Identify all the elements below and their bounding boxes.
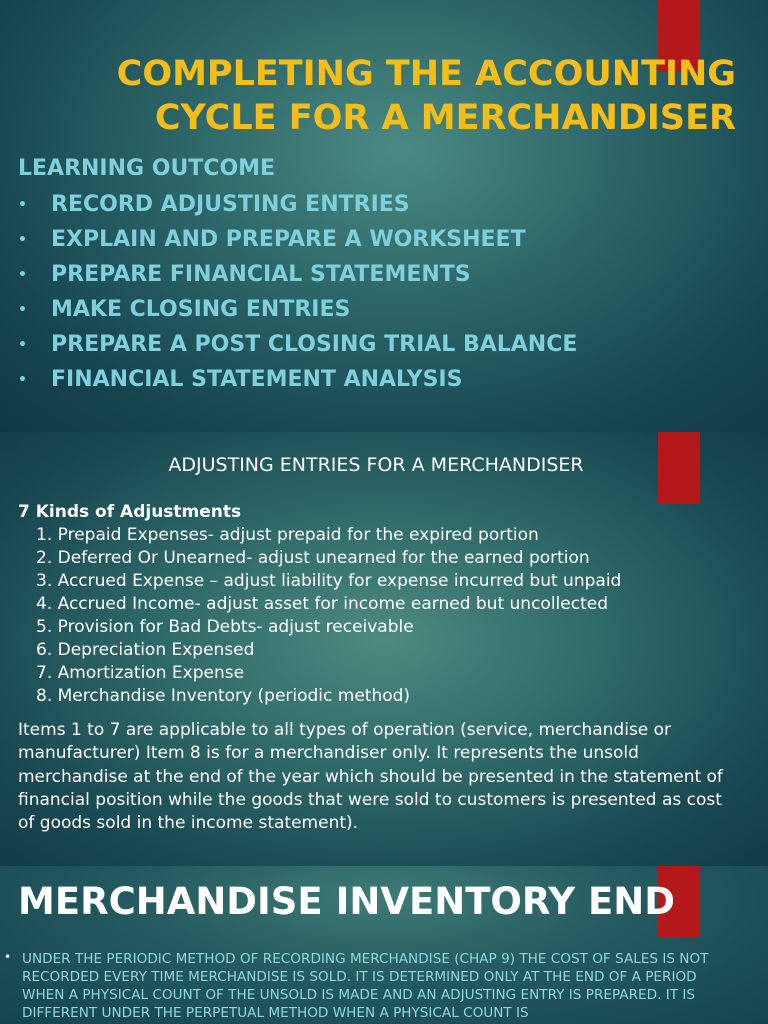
title-line-1: COMPLETING THE ACCOUNTING: [116, 54, 736, 94]
outcome-item: [18, 223, 577, 258]
body-paragraph: Items 1 to 7 are applicable to all types of operation (service, merchandise or manufacturer) Item 8 is for a merchandiser only. It represents the unsold merchandise at the end of the year which should be presented in the statement of financial position while the goods that were sold to customers is presented as cost of goods sold in the income statement).: [18, 720, 723, 834]
title-line-2: CYCLE FOR A MERCHANDISER: [154, 98, 736, 138]
bullet-icon: •: [18, 197, 27, 213]
adjustments-heading: 7 Kinds of Adjustments: [18, 502, 242, 522]
list-item: 2. Deferred Or Unearned- adjust unearned for the earned portion: [36, 548, 590, 568]
bullet-icon: •: [4, 950, 12, 964]
slide-adjusting-entries: [0, 432, 768, 866]
outcome-text: PREPARE FINANCIAL STATEMENTS: [51, 262, 471, 287]
list-item: 7. Amortization Expense: [36, 663, 245, 683]
list-item: 4. Accrued Income- adjust asset for income earned but uncollected: [36, 594, 608, 614]
outcome-text: PREPARE A POST CLOSING TRIAL BALANCE: [51, 332, 578, 357]
slide-title: [20, 52, 736, 140]
bullet-icon: •: [18, 337, 27, 353]
list-item: 3. Accrued Expense – adjust liability for expense incurred but unpaid: [36, 571, 622, 591]
learning-outcome-heading: LEARNING OUTCOME: [18, 156, 276, 181]
outcome-item: [18, 258, 577, 293]
outcome-text: RECORD ADJUSTING ENTRIES: [51, 192, 410, 217]
bullet-icon: •: [18, 232, 27, 248]
learning-outcome-list: [18, 188, 577, 398]
outcome-text: MAKE CLOSING ENTRIES: [51, 297, 351, 322]
slide-title: MERCHANDISE INVENTORY END: [18, 880, 675, 923]
slide-merchandise-inventory: [0, 866, 768, 1024]
list-item: 8. Merchandise Inventory (periodic method): [36, 686, 411, 706]
outcome-item: [18, 293, 577, 328]
outcome-item: [18, 328, 577, 363]
list-item: 1. Prepaid Expenses- adjust prepaid for the expired portion: [36, 525, 539, 545]
bullet-icon: •: [18, 267, 27, 283]
adjustments-list: [36, 524, 621, 708]
slide-title: ADJUSTING ENTRIES FOR A MERCHANDISER: [168, 454, 584, 476]
bullet-icon: •: [18, 372, 27, 388]
outcome-text: FINANCIAL STATEMENT ANALYSIS: [51, 367, 463, 392]
body-paragraph: UNDER THE PERIODIC METHOD OF RECORDING MERCHANDISE (CHAP 9) THE COST OF SALES IS NOT RECORDED EVERY TIME MERCHANDISE IS SOLD. IT IS DETERMINED ONLY AT THE END OF A PERIOD WHEN A PHYSICAL COUNT OF THE UNSOLD IS MADE AND AN ADJUSTING ENTRY IS PREPARED. IT IS DIFFERENT UNDER THE PERPETUAL METHOD WHEN A PHYSICAL COUNT IS: [22, 951, 709, 1021]
outcome-text: EXPLAIN AND PREPARE A WORKSHEET: [51, 227, 526, 252]
bullet-icon: •: [18, 302, 27, 318]
list-item: 5. Provision for Bad Debts- adjust receivable: [36, 617, 414, 637]
list-item: 6. Depreciation Expensed: [36, 640, 255, 660]
outcome-item: [18, 188, 577, 223]
slide-learning-outcome: [0, 0, 768, 432]
outcome-item: [18, 363, 577, 398]
